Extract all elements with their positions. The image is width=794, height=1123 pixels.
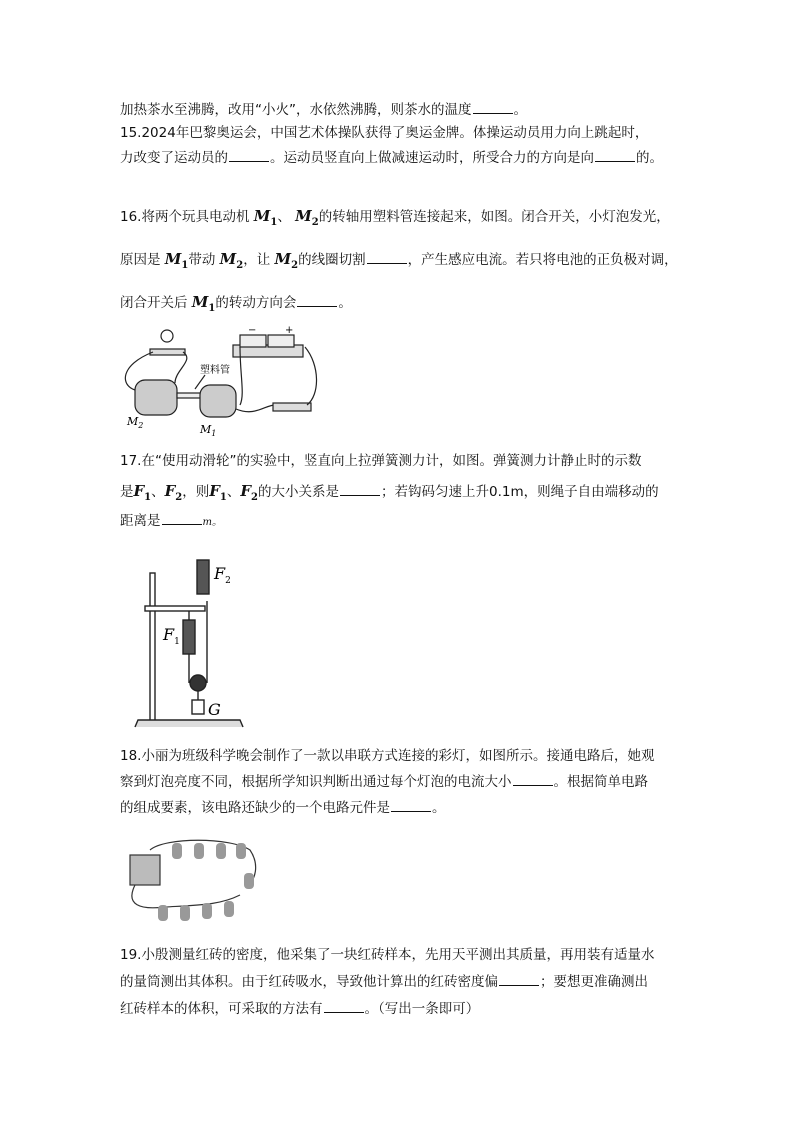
symbol-m1: $M_1$	[191, 293, 216, 314]
symbol-f1: $F_1$	[133, 482, 152, 503]
f2-label: $F_2$	[214, 564, 231, 586]
symbol-m1: $M_1$	[253, 207, 278, 228]
q16-line-1	[120, 207, 670, 232]
motor-circuit-figure	[115, 325, 330, 440]
text: ，让	[243, 252, 271, 268]
text: 15.2024年巴黎奥运会，中国艺术体操队获得了奥运金牌。体操运动员用力向上跳起时，	[120, 125, 649, 141]
text: 的。	[636, 150, 663, 166]
text: 的组成要素，该电路还缺少的一个电路元件是	[120, 800, 390, 816]
symbol-f2: $F_2$	[240, 482, 258, 503]
bulb-icon	[161, 330, 173, 342]
answer-blank[interactable]	[513, 773, 553, 786]
q16-line-3	[120, 293, 352, 318]
answer-blank[interactable]	[229, 149, 269, 162]
text: 的量筒测出其体积。由于红砖吸水，导致他计算出的红砖密度偏	[120, 974, 498, 990]
q17-line-1	[120, 452, 641, 470]
symbol-f2: $F_2$	[164, 482, 183, 503]
text: ；若钩码匀速上升0.1m，则绳子自由端移动的	[381, 484, 659, 500]
q17-line-2	[120, 482, 659, 507]
text: 。	[338, 295, 352, 311]
bulbs	[158, 843, 254, 921]
stand-rod	[150, 573, 155, 721]
tube-label: 塑料管	[200, 365, 230, 376]
weight-g	[192, 700, 204, 714]
text: 的转轴用塑料管连接起来，如图。闭合开关，小灯泡发光，	[318, 209, 670, 225]
answer-blank[interactable]	[367, 251, 407, 264]
motor-m1	[200, 385, 236, 417]
m1-label: $M_1$	[200, 423, 217, 438]
text: 原因是	[120, 252, 161, 268]
text: 是	[120, 484, 134, 500]
lamp-base	[150, 349, 185, 355]
battery-cell	[240, 335, 266, 347]
q17-line-3	[120, 512, 222, 532]
minus-label: −	[248, 325, 257, 336]
text: 。	[432, 800, 446, 816]
text: ，则	[182, 484, 210, 500]
motor-m2	[135, 380, 177, 415]
q18-line-2	[120, 773, 648, 791]
stand-base	[135, 720, 243, 727]
text: 距离是	[120, 513, 161, 529]
m2-label: $M_2$	[127, 415, 144, 430]
pulley-wheel	[190, 675, 206, 691]
text: 17.在“使用动滑轮”的实验中，竖直向上拉弹簧测力计，如图。弹簧测力计静止时的示数	[120, 453, 642, 469]
text: ；要想更准确测出	[540, 974, 648, 990]
answer-blank[interactable]	[297, 294, 337, 307]
answer-blank[interactable]	[324, 1000, 364, 1013]
text: 19.小殷测量红砖的密度，他采集了一块红砖样本，先用天平测出其质量，再用装有适量水	[120, 947, 655, 963]
symbol-f1: $F_1$	[209, 482, 227, 503]
text: 的线圈切割	[298, 252, 366, 268]
text: 闭合开关后	[120, 295, 188, 311]
text: 、	[151, 484, 165, 500]
text: 18.小丽为班级科学晚会制作了一款以串联方式连接的彩灯，如图所示。接通电路后，她观	[120, 748, 655, 764]
text: 力改变了运动员的	[120, 150, 228, 166]
text: 带动	[188, 252, 216, 268]
text: 察到灯泡亮度不同，根据所学知识判断出通过每个灯泡的电流大小	[120, 774, 512, 790]
q19-line-3	[120, 1000, 479, 1018]
answer-blank[interactable]	[340, 483, 380, 496]
pulley-figure	[130, 555, 260, 735]
text: 、	[226, 484, 241, 500]
clamp-arm	[145, 606, 205, 611]
text: 。	[513, 102, 527, 118]
q14-line	[120, 101, 527, 119]
switch-icon	[273, 403, 311, 411]
string-lights-figure	[120, 835, 265, 930]
q19-line-1	[120, 946, 654, 964]
text: 的转动方向会	[215, 295, 297, 311]
text: ，产生感应电流。若只将电池的正负极对调，	[407, 252, 678, 268]
answer-blank[interactable]	[162, 512, 202, 525]
text: 。（写出一条即可）	[364, 1001, 480, 1017]
text: 红砖样本的体积，可采取的方法有	[120, 1001, 323, 1017]
g-label: G	[208, 700, 221, 719]
answer-blank[interactable]	[473, 101, 513, 114]
text: 16.将两个玩具电动机	[120, 209, 250, 225]
f1-label: $F_1$	[163, 625, 180, 647]
answer-blank[interactable]	[595, 149, 635, 162]
q19-line-2	[120, 973, 648, 991]
battery-cell	[268, 335, 294, 347]
q18-line-3	[120, 799, 446, 817]
text: 、	[277, 209, 291, 225]
text: 。运动员竖直向上做减速运动时，所受合力的方向是向	[270, 150, 594, 166]
q15-line-2	[120, 149, 663, 167]
text: 加热茶水至沸腾，改用“小火”，水依然沸腾，则茶水的温度	[120, 102, 472, 118]
symbol-m2: $M_2$	[219, 250, 244, 271]
q18-line-1	[120, 747, 654, 765]
plus-label: +	[285, 325, 294, 336]
answer-blank[interactable]	[499, 973, 539, 986]
text: 。根据简单电路	[553, 774, 648, 790]
spring-scale-f2	[197, 560, 209, 594]
battery-pack	[130, 855, 160, 885]
q16-line-2	[120, 250, 678, 275]
symbol-m1: $M_1$	[164, 250, 189, 271]
text: 的大小关系是	[258, 484, 339, 500]
symbol-m2: $M_2$	[295, 207, 319, 228]
symbol-m2: $M_2$	[274, 250, 299, 271]
q15-line-1	[120, 124, 648, 142]
spring-scale-f1	[183, 620, 195, 654]
answer-blank[interactable]	[391, 799, 431, 812]
unit-text: m。	[202, 517, 222, 528]
